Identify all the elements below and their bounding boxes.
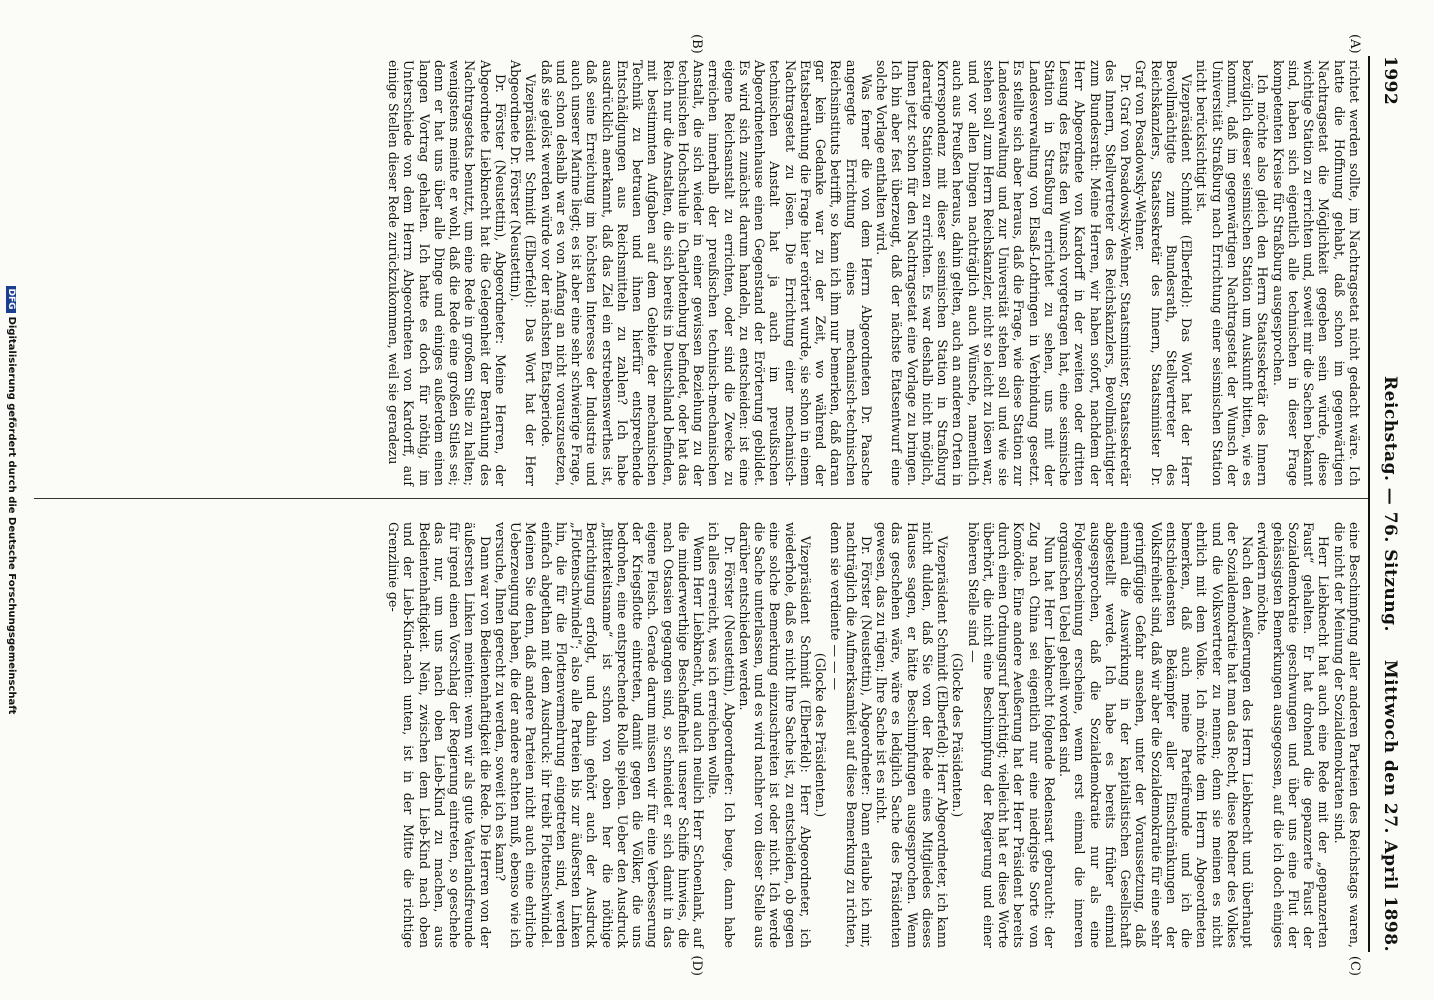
paragraph: richtet werden sollte, im Nachtragsetat nicht gedacht wäre. Ich hatte die Hoffnung gehabt, daß schon im gegenwärtigen Nachtragsetat die Möglichkeit gegeben sein würde, diese wichtige Station zu errichten und, soweit mir die Sachen bekannt sind, haben sich eigentlich alle technischen in dieser Frage kompetenten Kreise für Straßburg ausgesprochen. [1270,60,1362,486]
header-rule [1368,56,1370,952]
paragraph: Ich möchte also gleich den Herrn Staatssekretär des Innern bezüglich dieser seismischen Station um Auskunft bitten, wie es kommt, daß im gegenwärtigen Nachtragsetat der Wunsch der Universität Straßburg nach Errichtung einer seismischen Station nicht berücksichtigt ist. [1194,60,1271,486]
page-title: Reichstag. — 76. Sitzung. [1380,376,1400,632]
paragraph: Vizepräsident Schmidt (Elberfeld): Das Wort hat der Herr Bevollmächtigte zum Bundesrath, Stellvertreter des Reichskanzlers, Staatssekretär des Innern, Staatsminister Dr. Graf von Posadowsky-Wehner. [1133,60,1195,486]
page-number: 1992 [1380,56,1400,106]
paragraph: Dr. Förster (Neustettin), Abgeordneter: Meine Herren, der Abgeordnete Liebknecht hat die Gelegenheit der Berathung des Nachtragsetats benutzt, um eine Rede in großem Stile zu halten; wenigstens meinte er wohl, daß die Rede eine großen Stiles sei; denn er hat uns über alle Dinge und einiges außerdem einen langen Vortrag gehalten. Ich hatte es doch für nöthig, im Unterschiede von dem Herrn Abgeordneten von Kardorff, auf einige Stellen dieser Rede zurückzukommen, weil sie geradezu [386,60,508,486]
paragraph: Herr Liebknecht hat auch eine Rede mit der „gepanzerten Faust“ gehalten. Er hat drohend die gepanzerte Faust der Sozialdemokratie geschwungen und über uns eine Flut der gehässigsten Bemerkungen ausgegossen, auf die ich doch einiges erwidern möchte. [1255,522,1332,948]
paragraph: Wenn Herr Liebknecht, und auch neulich Herr Schoenlank, auf die minderwerthige Beschaffenheit unserer Schiffe hinwies, die nach Ostasien gegangen sind, so schneidet er sich damit in das eigene Fleisch. Gerade darum müssen wir für eine Verbesserung der Kriegsflotte eintreten, damit gegen die Völker, die uns bedrohen, eine entsprechende Rolle spielen. Ueber den Ausdruck „Bitterkeitsname“ ist schon von oben her die nöthige Berichtigung erfolgt, und dahin gehört auch der Ausdruck „Flottenschwindel“; also alle Parteien bis zur äußersten Linken hin, die für die Flottenvermehrung eingetreten sind, werden einfach abgethan mit dem Ausdruck: ihr treibt Flottenschwindel. Meinen Sie denn, daß andere Parteien nicht auch eine ehrliche Ueberzeugung haben, die der andere achten muß, ebenso wie ich versuche, Ihnen gerecht zu werden, soweit ich es kann? [493,522,707,948]
funding-text: Digitalisierung gefördert durch die Deutsche Forschungsgemeinschaft [6,316,17,715]
stage-direction: (Glocke des Präsidenten.) [950,652,966,818]
paragraph: Dr. Graf von Posadowsky-Wehner, Staatsminister, Staatssekretär des Innern, Stellvertreter des Reichskanzlers, Bevollmächtigter zum Bundesrath: Meine Herren, wir haben sofort, nachdem der Herr Abgeordnete von Kardorff in der zweiten oder dritten Lesung des Etats den Wunsch vorgetragen hat, eine seismische Station in Straßburg errichtet zu sehen, uns mit der Landesverwaltung von Elsaß-Lothringen in Verbindung gesetzt. Es stellte sich aber heraus, daß die Frage, wie diese Station zur Landesverwaltung und zur Universität stehen soll und wie sie stehen soll zum Herrn Reichskanzler, nicht so leicht zu lösen war, und vor allen Dingen nachträglich auch Wünsche, namentlich auch aus Preußen heraus, dahin gelten, auch an anderen Orten in Korrespondenz mit dieser seismischen Station in Straßburg derartige Stationen zu errichten. Es war deshalb nicht möglich, Ihnen jetzt schon für den Nachtragsetat eine Vorlage zu bringen. Ich bin aber fest überzeugt, daß der nächste Etatsentwurf eine solche Vorlage enthalten wird. [874,60,1134,486]
paragraph: eine Beschimpfung aller anderen Parteien des Reichstags waren, die nicht der Meinung der Sozialdemokraten sind. [1331,522,1362,948]
page-date: Mittwoch den 27. April 1898. [1380,659,1400,952]
paragraph: Nun hat Herr Liebknecht folgende Redensart gebraucht: der Zug nach China sei eigentlich nur eine niedrigste Sorte von Komödie. Eine andere Aeußerung hat der Herr Präsident bereits durch einen Ordnungsruf berichtigt; vielleicht hat er diese Worte überhört, die nicht eine Beschimpfung der Regierung und einer höheren Stelle sind — [965,522,1057,948]
margin-letter-c: (C) [1347,955,1362,976]
dfg-logo: DFG [6,286,16,313]
paragraph: Vizepräsident Schmidt (Elberfeld): Das Wort hat der Herr Abgeordnete Dr. Förster (Neustettin). [508,60,539,486]
page-header [1374,56,1400,952]
paragraph: Nach den Aeußerungen des Herrn Liebknecht und überhaupt der Sozialdemokratie hat man das Recht, diese Redner des Volkes und die Volksvertreter zu nennen; denn sie meinen es nicht ehrlich mit dem Volke. Ich möchte dem Herrn Abgeordneten bemerken, daß auch meine Parteifreunde und ich die entschiedensten Bekämpfer aller Einschränkungen der Volksfreiheit sind, daß wir aber die Sozialdemokratie für eine sehr geringfügige Gefahr ansehen, unter der Voraussetzung, daß einmal die Auswirkung in der kapitalistischen Gesellschaft abgestellt werde. Ich habe es bereits früher einmal ausgesprochen, daß die Sozialdemokratie nur als eine Folgeerscheinung erscheine, wenn erst einmal die inneren organischen Uebel geheilt worden sind. [1057,522,1256,948]
funding-footer [6,0,17,1000]
paragraph: Dr. Förster (Neustettin), Abgeordneter: Dann erlaube ich mir, nachträglich die Aufmerksamkeit auf diese Bemerkung zu richten, denn sie verdiente — — — [828,522,874,948]
paragraph: Vizepräsident Schmidt (Elberfeld): Herr Abgeordneter, ich wiederhole, daß es nicht Ihre Sache ist, zu entscheiden, ob gegen eine solche Bemerkung einzuschreiten ist oder nicht. Ich werde die Sache unterlassen, und es wird nachher von dieser Stelle aus darüber entschieden werden. [737,522,813,948]
paragraph: Was ferner die von dem Herrn Abgeordneten Dr. Paasche angeregte Errichtung eines mechanisch-technischen Reichsinstituts betrifft, so kann ich ihm nur bemerken, daß daran gar kein Gedanke war zu der Zeit, wo während der Etatsberathung die Frage hier erörtert wurde, sie schon in einem Nachtragsetat zu lösen. Die Errichtung einer mechanisch-technischen Anstalt hat ja auch im preußischen Abgeordnetenhause einen Gegenstand der Erörterung gebildet. Es wird sich zunächst darum handeln, zu entscheiden: ist eine eigene Reichsanstalt zu errichten, oder sind die Zwecke zu erreichen innerhalb der preußischen technisch-mechanischen Anstalt, die sich wieder in einer gewissen Beziehung zu der technischen Hochschule in Charlottenburg befindet, oder hat das Reich nur die Anstalten, die sich bereits in Deutschland befinden, mit bestimmten Aufgaben auf dem Gebiete der mechanischen Technik zu betrauen und ihnen hierfür entsprechende Entschädigungen aus Reichsmitteln zu zahlen? Ich habe ausdrücklich anerkannt, daß das Ziel ein erstrebenswerthes ist, daß seine Erreichung im höchsten Interesse der Industrie und auch unserer Marine liegt; es ist aber eine sehr schwierige Frage, und schon deshalb war es von Anfang an nicht vorauszusetzen, daß sie gelöst werden würde vor der nächsten Etatsperiode. [538,60,874,486]
stage-direction: (Glocke des Präsidenten.) [813,652,829,818]
margin-letter-a: (A) [1347,34,1362,54]
margin-letter-b: (B) [689,34,704,54]
right-column [386,522,1362,948]
paragraph: Dr. Förster (Neustettin), Abgeordneter: Ich beuge, dann habe ich alles erreicht, was ich erreichen wollte. [706,522,737,948]
margin-letter-d: (D) [689,955,704,976]
left-column [386,60,1362,486]
paragraph: Vizepräsident Schmidt (Elberfeld): Herr Abgeordneter, ich kann nicht dulden, daß Sie von der Rede eines Mitgliedes dieses Hauses sagen, er hätte Beschimpfungen ausgesprochen. Wenn das geschehen wäre, wäre es lediglich Sache des Präsidenten gewesen, das zu rügen; Ihre Sache ist es nicht. [874,522,951,948]
paragraph: Dann war von Bedientenhaftigkeit die Rede. Die Herren von der äußersten Linken meinten: wenn wir als gute Vaterlandsfreunde für irgend einen Vorschlag der Regierung eintreten, so geschehe das nur, um uns nach oben Lieb-Kind zu machen, aus Bedientenhaftigkeit. Nein, zwischen dem Lieb-Kind nach oben und der Lieb-Kind-nach unten, ist in der Mitte die richtige Grenzlinie ge- [386,522,493,948]
column-divider [34,498,1368,499]
